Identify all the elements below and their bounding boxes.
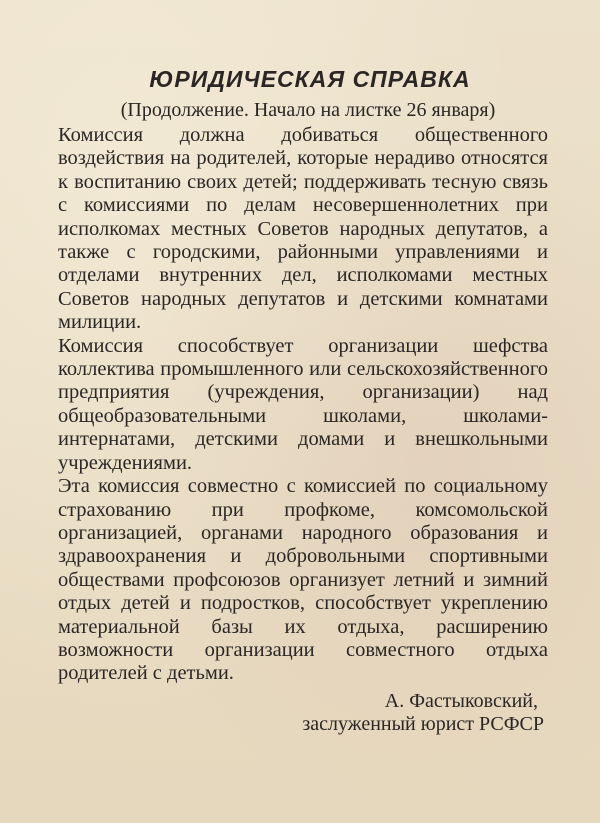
author-name: А. Фастыковский, (384, 689, 538, 712)
paragraph-3: Эта комиссия совместно с комиссией по социальному страхованию при профкоме, комсомольской организацией, органами народного образования и здравоохранения и добровольными спортивными обществами профсоюзов организует летний и зимний отдых детей и подростков, способствует укреплению материальной базы их отдыха, расширению возможности организации совместного отдыха родителей с детьми. (58, 475, 548, 685)
article-subtitle: (Продолжение. Начало на листке 26 января) (120, 99, 496, 121)
paragraph-2: Комиссия способствует организации шефства коллектива промышленного или сельскохозяйственного предприятия (учреждения, организации) над общеобразовательными школами, школами-интернатами, детскими домами и внешкольными учреждениями. (58, 334, 548, 474)
article-title: ЮРИДИЧЕСКАЯ СПРАВКА (149, 66, 471, 92)
article-body (58, 124, 548, 686)
author-title: заслуженный юрист РСФСР (302, 712, 544, 735)
paragraph-1: Комиссия должна добиваться общественного воздействия на родителей, которые нерадиво относятся к воспитанию своих детей; поддерживать тесную связь с комиссиями по делам несовершеннолетних при исполкомах местных Советов народных депутатов, а также с городскими, районными управлениями и отделами внутренних дел, исполкомами местных Советов народных депутатов и детскими комнатами милиции. (58, 124, 548, 334)
author-signature (58, 690, 548, 736)
